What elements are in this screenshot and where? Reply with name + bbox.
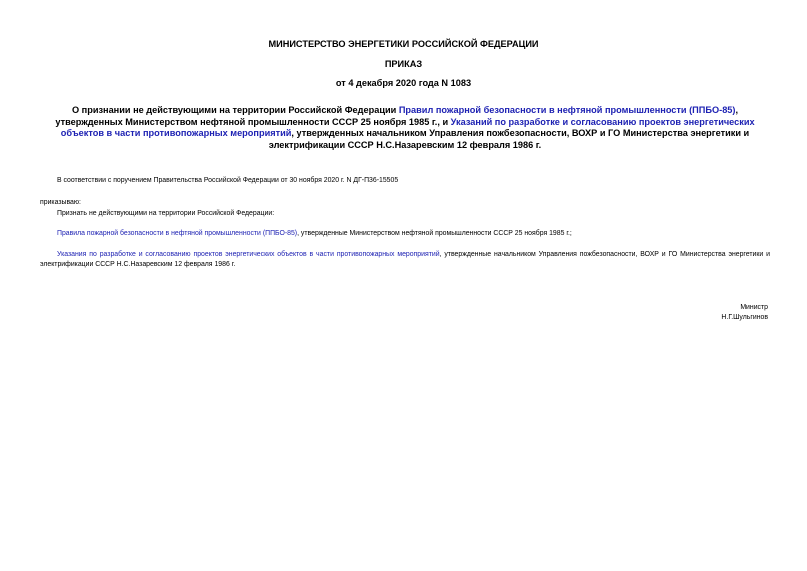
title-link-ppbo-85[interactable]: Правил пожарной безопасности в нефтяной промышленности (ППБО-85) [398,105,736,115]
title-text-part-1: О признании не действующими на территории Российской Федерации [71,105,399,115]
document-type: ПРИКАЗ [384,59,423,69]
item-link-ppbo-85[interactable]: Правила пожарной безопасности в нефтяной промышленности (ППБО-85) [57,230,298,237]
title-link-instructions[interactable]: Указаний по разработке и согласованию проектов энергетических объектов в части противопожарных мероприятий [60,116,755,138]
title-text-part-3: , утвержденных начальником Управления пожбезопасности, ВОХР и ГО Министерства энергетики и электрификации СССР Н.С.Назаревским 12 февраля 1986 г. [268,128,750,150]
item-text: , утвержденные Министерством нефтяной промышленности СССР 25 ноября 1985 г.; [297,230,572,237]
order-statement: Признать не действующими на территории Российской Федерации: [57,210,275,217]
document-title [40,105,770,151]
list-item [40,250,770,269]
document-date-number: от 4 декабря 2020 года N 1083 [335,78,472,88]
signature-title: Министр [740,304,768,311]
list-item [57,229,757,239]
title-text-part-2: , утвержденных Министерством нефтяной промышленности СССР 25 ноября 1985 г., и [55,105,739,127]
item-link-instructions[interactable]: Указания по разработке и согласованию проектов энергетических объектов в части противопожарных мероприятий [57,251,440,258]
order-word: приказываю: [40,199,81,206]
ministry-name: МИНИСТЕРСТВО ЭНЕРГЕТИКИ РОССИЙСКОЙ ФЕДЕРАЦИИ [268,39,539,49]
item-text: , утвержденные начальником Управления пожбезопасности, ВОХР и ГО Министерства энергетики и электрификации СССР Н.С.Назаревским 12 февраля 1986 г. [40,251,770,268]
preamble-paragraph: В соответствии с поручением Правительства Российской Федерации от 30 ноября 2020 г. N ДГ-П36-15505 [57,177,399,184]
signature-name: Н.Г.Шульгинов [721,314,768,321]
